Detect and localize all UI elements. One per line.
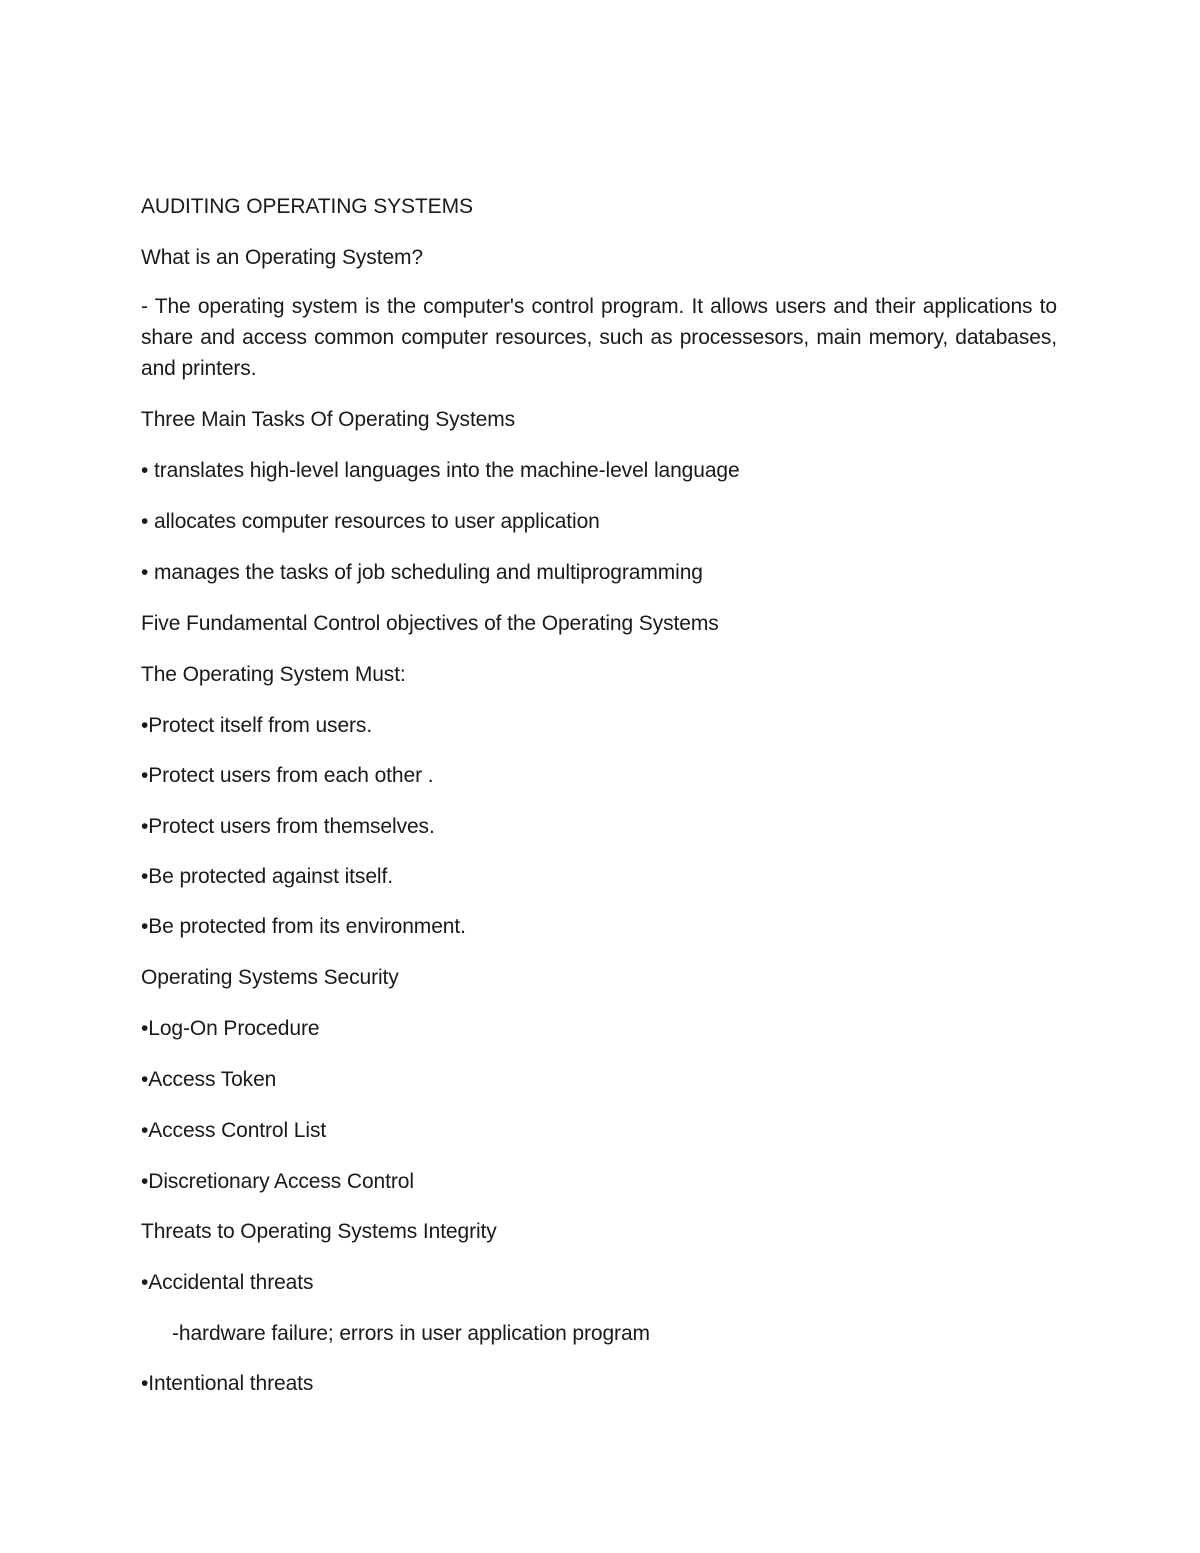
objective-item: •Protect users from themselves. [141,815,435,838]
security-item: •Discretionary Access Control [141,1170,414,1193]
task-item: • allocates computer resources to user application [141,510,600,533]
threat-item-accidental: •Accidental threats [141,1271,314,1294]
threats-heading: Threats to Operating Systems Integrity [141,1220,497,1243]
security-heading: Operating Systems Security [141,966,399,989]
objectives-heading: Five Fundamental Control objectives of the Operating Systems [141,612,719,635]
document-title: AUDITING OPERATING SYSTEMS [141,195,473,218]
definition-paragraph: - The operating system is the computer's control program. It allows users and their applications to share and access common computer resources, such as processesors, main memory, databases, and printers. [141,295,1057,380]
security-item: •Access Token [141,1068,277,1091]
objectives-intro: The Operating System Must: [141,663,406,686]
objective-item: •Be protected from its environment. [141,915,466,938]
objective-item: •Be protected against itself. [141,865,393,888]
objective-item: •Protect itself from users. [141,714,373,737]
task-item: • manages the tasks of job scheduling and multiprogramming [141,561,703,584]
objective-item: •Protect users from each other . [141,764,434,787]
section-question: What is an Operating System? [141,246,423,269]
threat-detail-accidental: -hardware failure; errors in user application program [172,1322,650,1345]
task-item: • translates high-level languages into the machine-level language [141,459,740,482]
threat-item-intentional: •Intentional threats [141,1372,314,1395]
tasks-heading: Three Main Tasks Of Operating Systems [141,408,516,431]
security-item: •Access Control List [141,1119,327,1142]
security-item: •Log-On Procedure [141,1017,320,1040]
